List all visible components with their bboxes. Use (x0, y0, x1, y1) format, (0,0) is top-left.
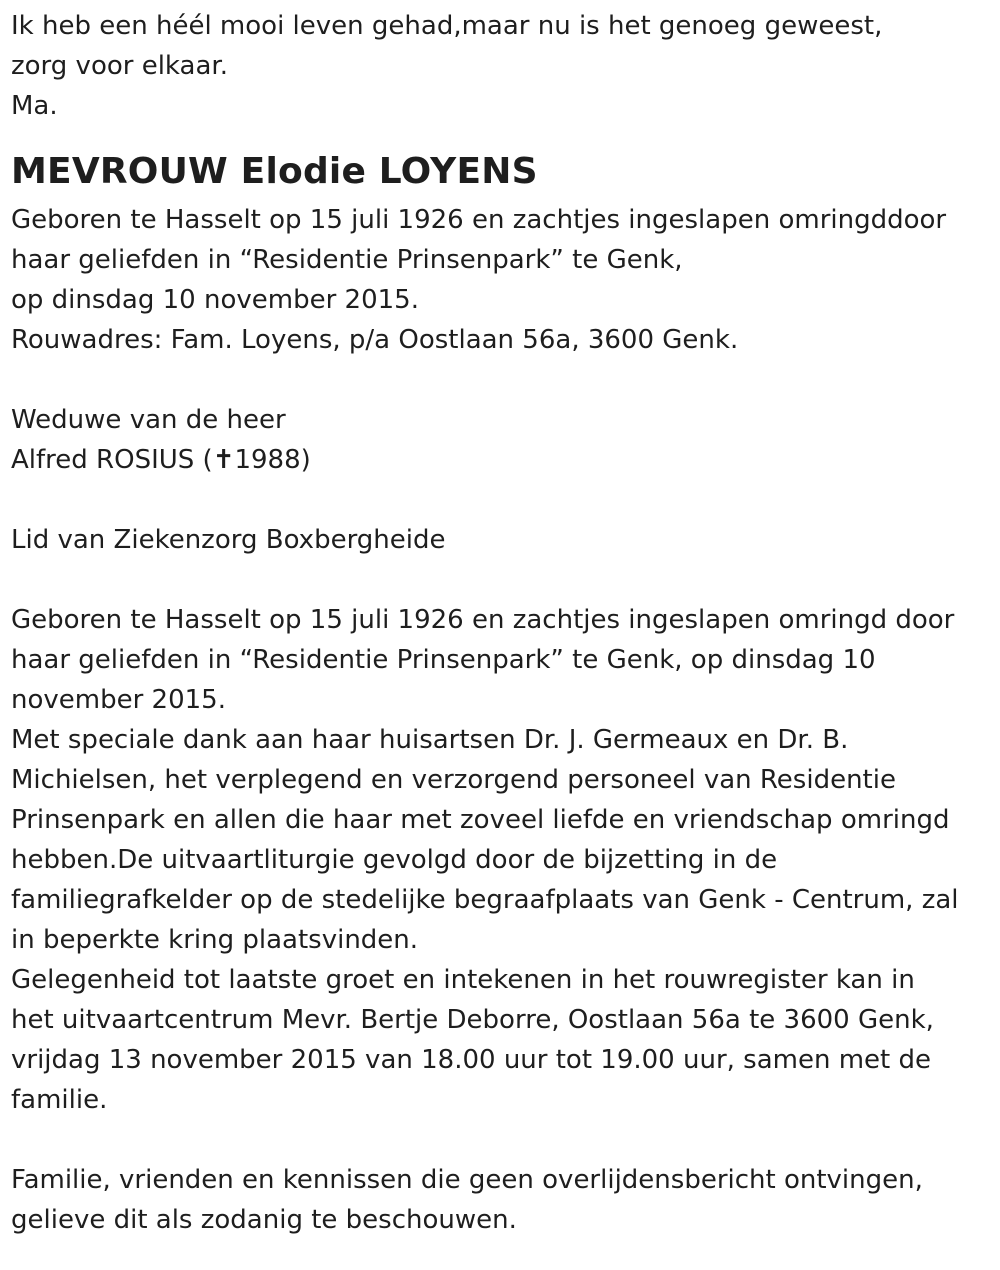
spacer (11, 360, 986, 400)
details-line: familiegrafkelder op de stedelijke begraafplaats van Genk - Centrum, zal (11, 885, 959, 915)
closing-line: Familie, vrienden en kennissen die geen overlijdensbericht ontvingen, (11, 1165, 923, 1195)
closing-paragraph (11, 1160, 986, 1240)
death-notice (11, 6, 986, 1240)
spouse-line: Weduwe van de heer (11, 405, 286, 435)
intro-paragraph (11, 200, 986, 360)
details-line: november 2015. (11, 685, 226, 715)
opening-quote (11, 6, 986, 126)
details-line: Prinsenpark en allen die haar met zoveel liefde en vriendschap omringd (11, 805, 950, 835)
details-line: Michielsen, het verplegend en verzorgend personeel van Residentie (11, 765, 896, 795)
closing-line: gelieve dit als zodanig te beschouwen. (11, 1205, 517, 1235)
spouse-line: Alfred ROSIUS (✝1988) (11, 445, 311, 475)
details-paragraph (11, 600, 986, 1120)
details-line: Gelegenheid tot laatste groet en intekenen in het rouwregister kan in (11, 965, 915, 995)
intro-line: op dinsdag 10 november 2015. (11, 285, 419, 315)
deceased-name-heading: MEVROUW Elodie LOYENS (11, 151, 538, 192)
membership-line: Lid van Ziekenzorg Boxbergheide (11, 525, 446, 555)
details-line: Geboren te Hasselt op 15 juli 1926 en zachtjes ingeslapen omringd door (11, 605, 955, 635)
details-line: Met speciale dank aan haar huisartsen Dr. J. Germeaux en Dr. B. (11, 725, 849, 755)
quote-line: zorg voor elkaar. (11, 51, 228, 81)
spacer (11, 1120, 986, 1160)
details-line: in beperkte kring plaatsvinden. (11, 925, 419, 955)
spacer (11, 560, 986, 600)
details-line: hebben.De uitvaartliturgie gevolgd door de bijzetting in de (11, 845, 778, 875)
details-line: haar geliefden in “Residentie Prinsenpark” te Genk, op dinsdag 10 (11, 645, 876, 675)
quote-line: Ik heb een héél mooi leven gehad,maar nu is het genoeg geweest, (11, 11, 883, 41)
intro-line: Rouwadres: Fam. Loyens, p/a Oostlaan 56a, 3600 Genk. (11, 325, 739, 355)
spouse-paragraph (11, 400, 986, 480)
details-line: familie. (11, 1085, 108, 1115)
intro-line: haar geliefden in “Residentie Prinsenpark” te Genk, (11, 245, 683, 275)
details-line: het uitvaartcentrum Mevr. Bertje Deborre, Oostlaan 56a te 3600 Genk, (11, 1005, 934, 1035)
quote-line: Ma. (11, 91, 58, 121)
details-line: vrijdag 13 november 2015 van 18.00 uur tot 19.00 uur, samen met de (11, 1045, 931, 1075)
spacer (11, 480, 986, 520)
intro-line: Geboren te Hasselt op 15 juli 1926 en zachtjes ingeslapen omringddoor (11, 205, 947, 235)
